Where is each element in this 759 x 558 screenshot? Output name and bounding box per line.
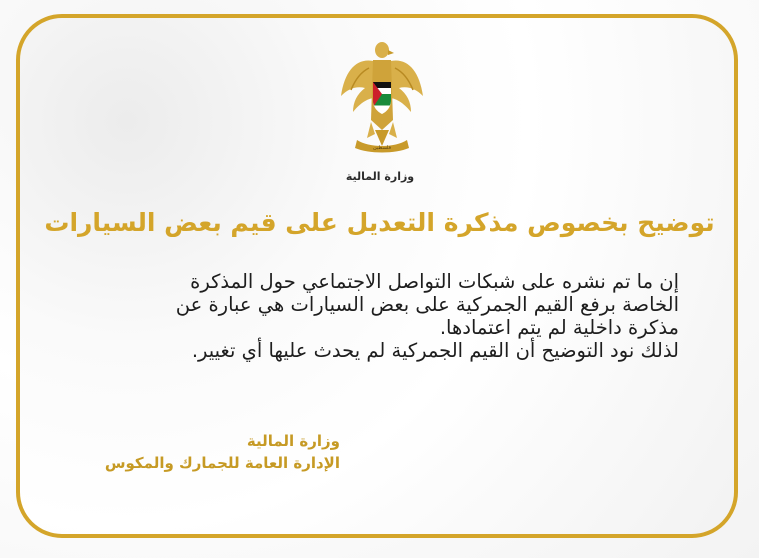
page-title: توضيح بخصوص مذكرة التعديل على قيم بعض السيارات <box>44 208 715 237</box>
signature-ministry: وزارة المالية <box>246 432 340 450</box>
signature-block <box>80 430 340 474</box>
statement-line: الخاصة برفع القيم الجمركية على بعض السيارات هي عبارة عن <box>175 293 679 316</box>
eagle-emblem-icon <box>339 38 425 156</box>
ministry-name-header: وزارة المالية <box>345 170 415 183</box>
emblem-caption: فلسطين <box>373 145 391 151</box>
signature-department: الإدارة العامة للجمارك والمكوس <box>104 454 340 472</box>
statement-body <box>80 270 679 362</box>
statement-line: إن ما تم نشره على شبكات التواصل الاجتماعي حول المذكرة <box>190 270 679 293</box>
statement-line: لذلك نود التوضيح أن القيم الجمركية لم يحدث عليها أي تغيير. <box>191 339 679 362</box>
statement-line: مذكرة داخلية لم يتم اعتمادها. <box>439 316 679 339</box>
